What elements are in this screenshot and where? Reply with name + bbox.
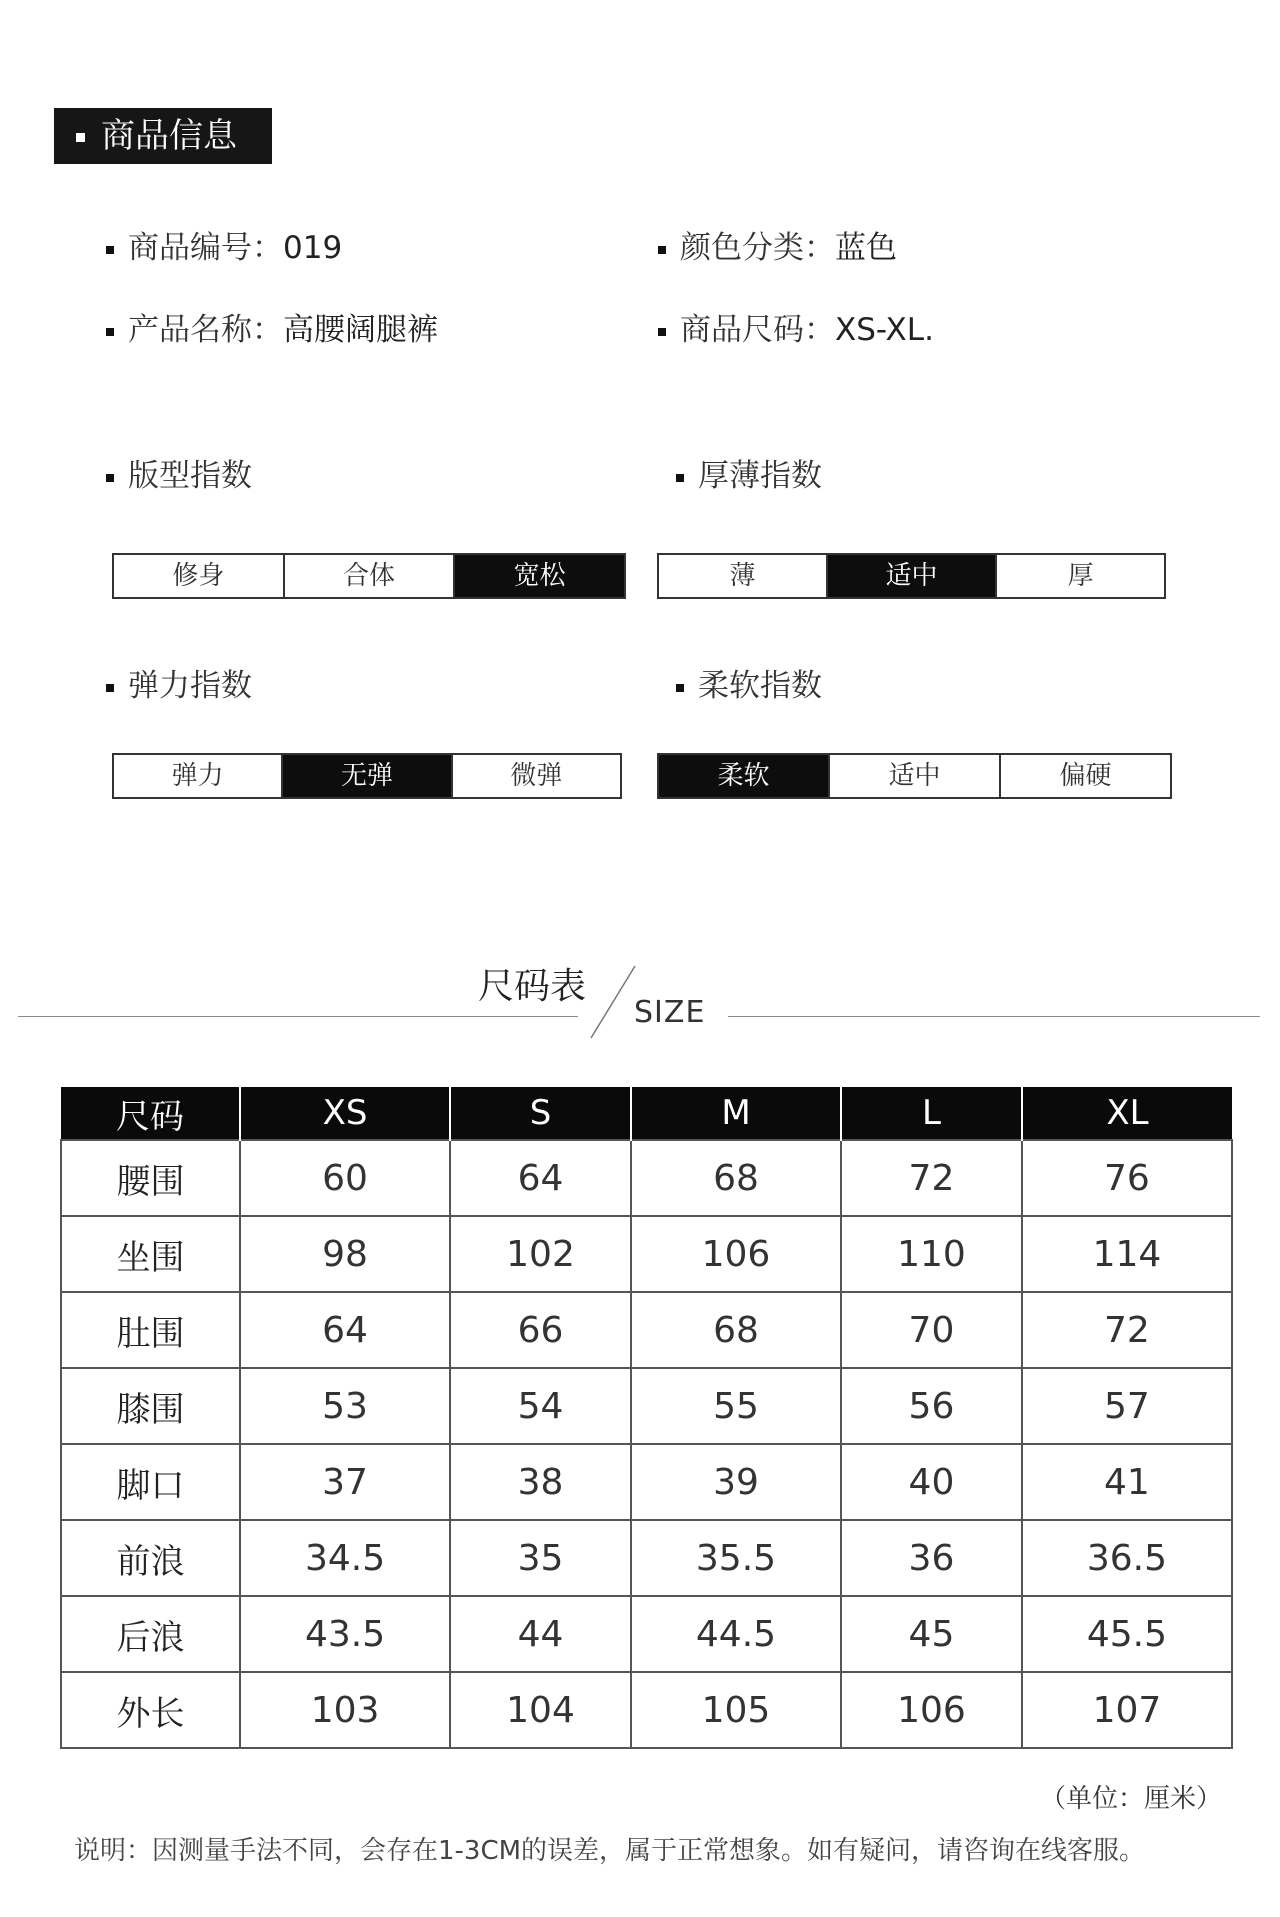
bullet-icon (658, 246, 666, 254)
softness-option: 适中 (828, 755, 999, 797)
info-size-range (658, 304, 934, 349)
softness-option: 偏硬 (999, 755, 1170, 797)
table-cell: 105 (631, 1672, 841, 1748)
row-label: 膝围 (61, 1368, 240, 1444)
info-label: 商品编号： (128, 230, 283, 266)
bullet-icon (676, 474, 684, 482)
row-label: 外长 (61, 1672, 240, 1748)
table-cell: 106 (841, 1672, 1022, 1748)
table-row (61, 1444, 1232, 1520)
table-cell: 55 (631, 1368, 841, 1444)
row-label: 肚围 (61, 1292, 240, 1368)
elasticity-index-title: 弹力指数 (106, 660, 252, 705)
info-value: 019 (283, 230, 343, 266)
softness-index-title: 柔软指数 (676, 660, 822, 705)
table-cell: 36 (841, 1520, 1022, 1596)
header-cell: XL (1022, 1087, 1232, 1140)
table-row (61, 1596, 1232, 1672)
table-header-row (61, 1087, 1232, 1140)
size-chart-title: 尺码表 (478, 966, 587, 1007)
bullet-icon (76, 133, 85, 142)
header-cell: XS (240, 1087, 450, 1140)
row-label: 腰围 (61, 1140, 240, 1216)
info-value: 蓝色 (835, 230, 897, 266)
info-label: 商品尺码： (680, 312, 835, 348)
thickness-option: 薄 (659, 555, 826, 597)
unit-label: （单位：厘米） (1040, 1784, 1223, 1814)
elasticity-scale (112, 753, 622, 799)
table-row (61, 1140, 1232, 1216)
info-product-number (106, 222, 342, 267)
size-chart-subtitle: SIZE (634, 995, 706, 1030)
info-value: 高腰阔腿裤 (283, 312, 438, 348)
thickness-option: 厚 (995, 555, 1164, 597)
info-product-name (106, 304, 438, 349)
header-cell: M (631, 1087, 841, 1140)
table-cell: 64 (240, 1292, 450, 1368)
softness-scale (657, 753, 1172, 799)
bullet-icon (106, 474, 114, 482)
info-value: XS-XL. (835, 312, 934, 348)
table-cell: 35.5 (631, 1520, 841, 1596)
table-row (61, 1292, 1232, 1368)
table-cell: 34.5 (240, 1520, 450, 1596)
table-cell: 37 (240, 1444, 450, 1520)
row-label: 后浪 (61, 1596, 240, 1672)
section-header (54, 108, 272, 164)
bullet-icon (106, 328, 114, 336)
header-cell: 尺码 (61, 1087, 240, 1140)
thickness-scale (657, 553, 1166, 599)
slash-line (591, 966, 635, 1038)
elasticity-option: 弹力 (114, 755, 281, 797)
measurement-note: 说明：因测量手法不同，会存在1-3CM的误差，属于正常想象。如有疑问，请咨询在线客服。 (74, 1836, 1146, 1866)
table-cell: 72 (1022, 1292, 1232, 1368)
bullet-icon (106, 246, 114, 254)
table-cell: 54 (450, 1368, 631, 1444)
slash-divider (585, 962, 641, 1042)
table-cell: 114 (1022, 1216, 1232, 1292)
table-cell: 57 (1022, 1368, 1232, 1444)
table-cell: 60 (240, 1140, 450, 1216)
table-cell: 104 (450, 1672, 631, 1748)
table-row (61, 1520, 1232, 1596)
table-cell: 68 (631, 1292, 841, 1368)
table-cell: 56 (841, 1368, 1022, 1444)
bullet-icon (676, 684, 684, 692)
table-cell: 53 (240, 1368, 450, 1444)
table-cell: 39 (631, 1444, 841, 1520)
divider-left (18, 1016, 578, 1017)
elasticity-option: 微弹 (451, 755, 620, 797)
table-cell: 44.5 (631, 1596, 841, 1672)
table-cell: 43.5 (240, 1596, 450, 1672)
table-cell: 45 (841, 1596, 1022, 1672)
table-cell: 110 (841, 1216, 1022, 1292)
table-cell: 106 (631, 1216, 841, 1292)
softness-option: 柔软 (659, 755, 828, 797)
table-cell: 66 (450, 1292, 631, 1368)
table-cell: 35 (450, 1520, 631, 1596)
size-table (60, 1087, 1233, 1749)
table-cell: 45.5 (1022, 1596, 1232, 1672)
table-cell: 98 (240, 1216, 450, 1292)
section-header-label: 商品信息 (101, 116, 237, 156)
thickness-index-title: 厚薄指数 (676, 450, 822, 495)
header-cell: S (450, 1087, 631, 1140)
fit-scale (112, 553, 626, 599)
table-row (61, 1368, 1232, 1444)
elasticity-option: 无弹 (281, 755, 450, 797)
row-label: 坐围 (61, 1216, 240, 1292)
table-cell: 107 (1022, 1672, 1232, 1748)
table-cell: 64 (450, 1140, 631, 1216)
info-label: 颜色分类： (680, 230, 835, 266)
table-row (61, 1216, 1232, 1292)
header-cell: L (841, 1087, 1022, 1140)
table-row (61, 1672, 1232, 1748)
table-cell: 76 (1022, 1140, 1232, 1216)
fit-index-title: 版型指数 (106, 450, 252, 495)
table-cell: 72 (841, 1140, 1022, 1216)
info-label: 产品名称： (128, 312, 283, 348)
bullet-icon (658, 328, 666, 336)
info-color (658, 222, 897, 267)
table-cell: 103 (240, 1672, 450, 1748)
table-cell: 40 (841, 1444, 1022, 1520)
fit-option: 合体 (283, 555, 454, 597)
divider-right (728, 1016, 1260, 1017)
table-cell: 70 (841, 1292, 1022, 1368)
fit-option: 宽松 (453, 555, 624, 597)
table-cell: 44 (450, 1596, 631, 1672)
bullet-icon (106, 684, 114, 692)
row-label: 脚口 (61, 1444, 240, 1520)
table-cell: 36.5 (1022, 1520, 1232, 1596)
row-label: 前浪 (61, 1520, 240, 1596)
table-cell: 41 (1022, 1444, 1232, 1520)
table-cell: 68 (631, 1140, 841, 1216)
fit-option: 修身 (114, 555, 283, 597)
table-cell: 102 (450, 1216, 631, 1292)
thickness-option: 适中 (826, 555, 995, 597)
table-cell: 38 (450, 1444, 631, 1520)
